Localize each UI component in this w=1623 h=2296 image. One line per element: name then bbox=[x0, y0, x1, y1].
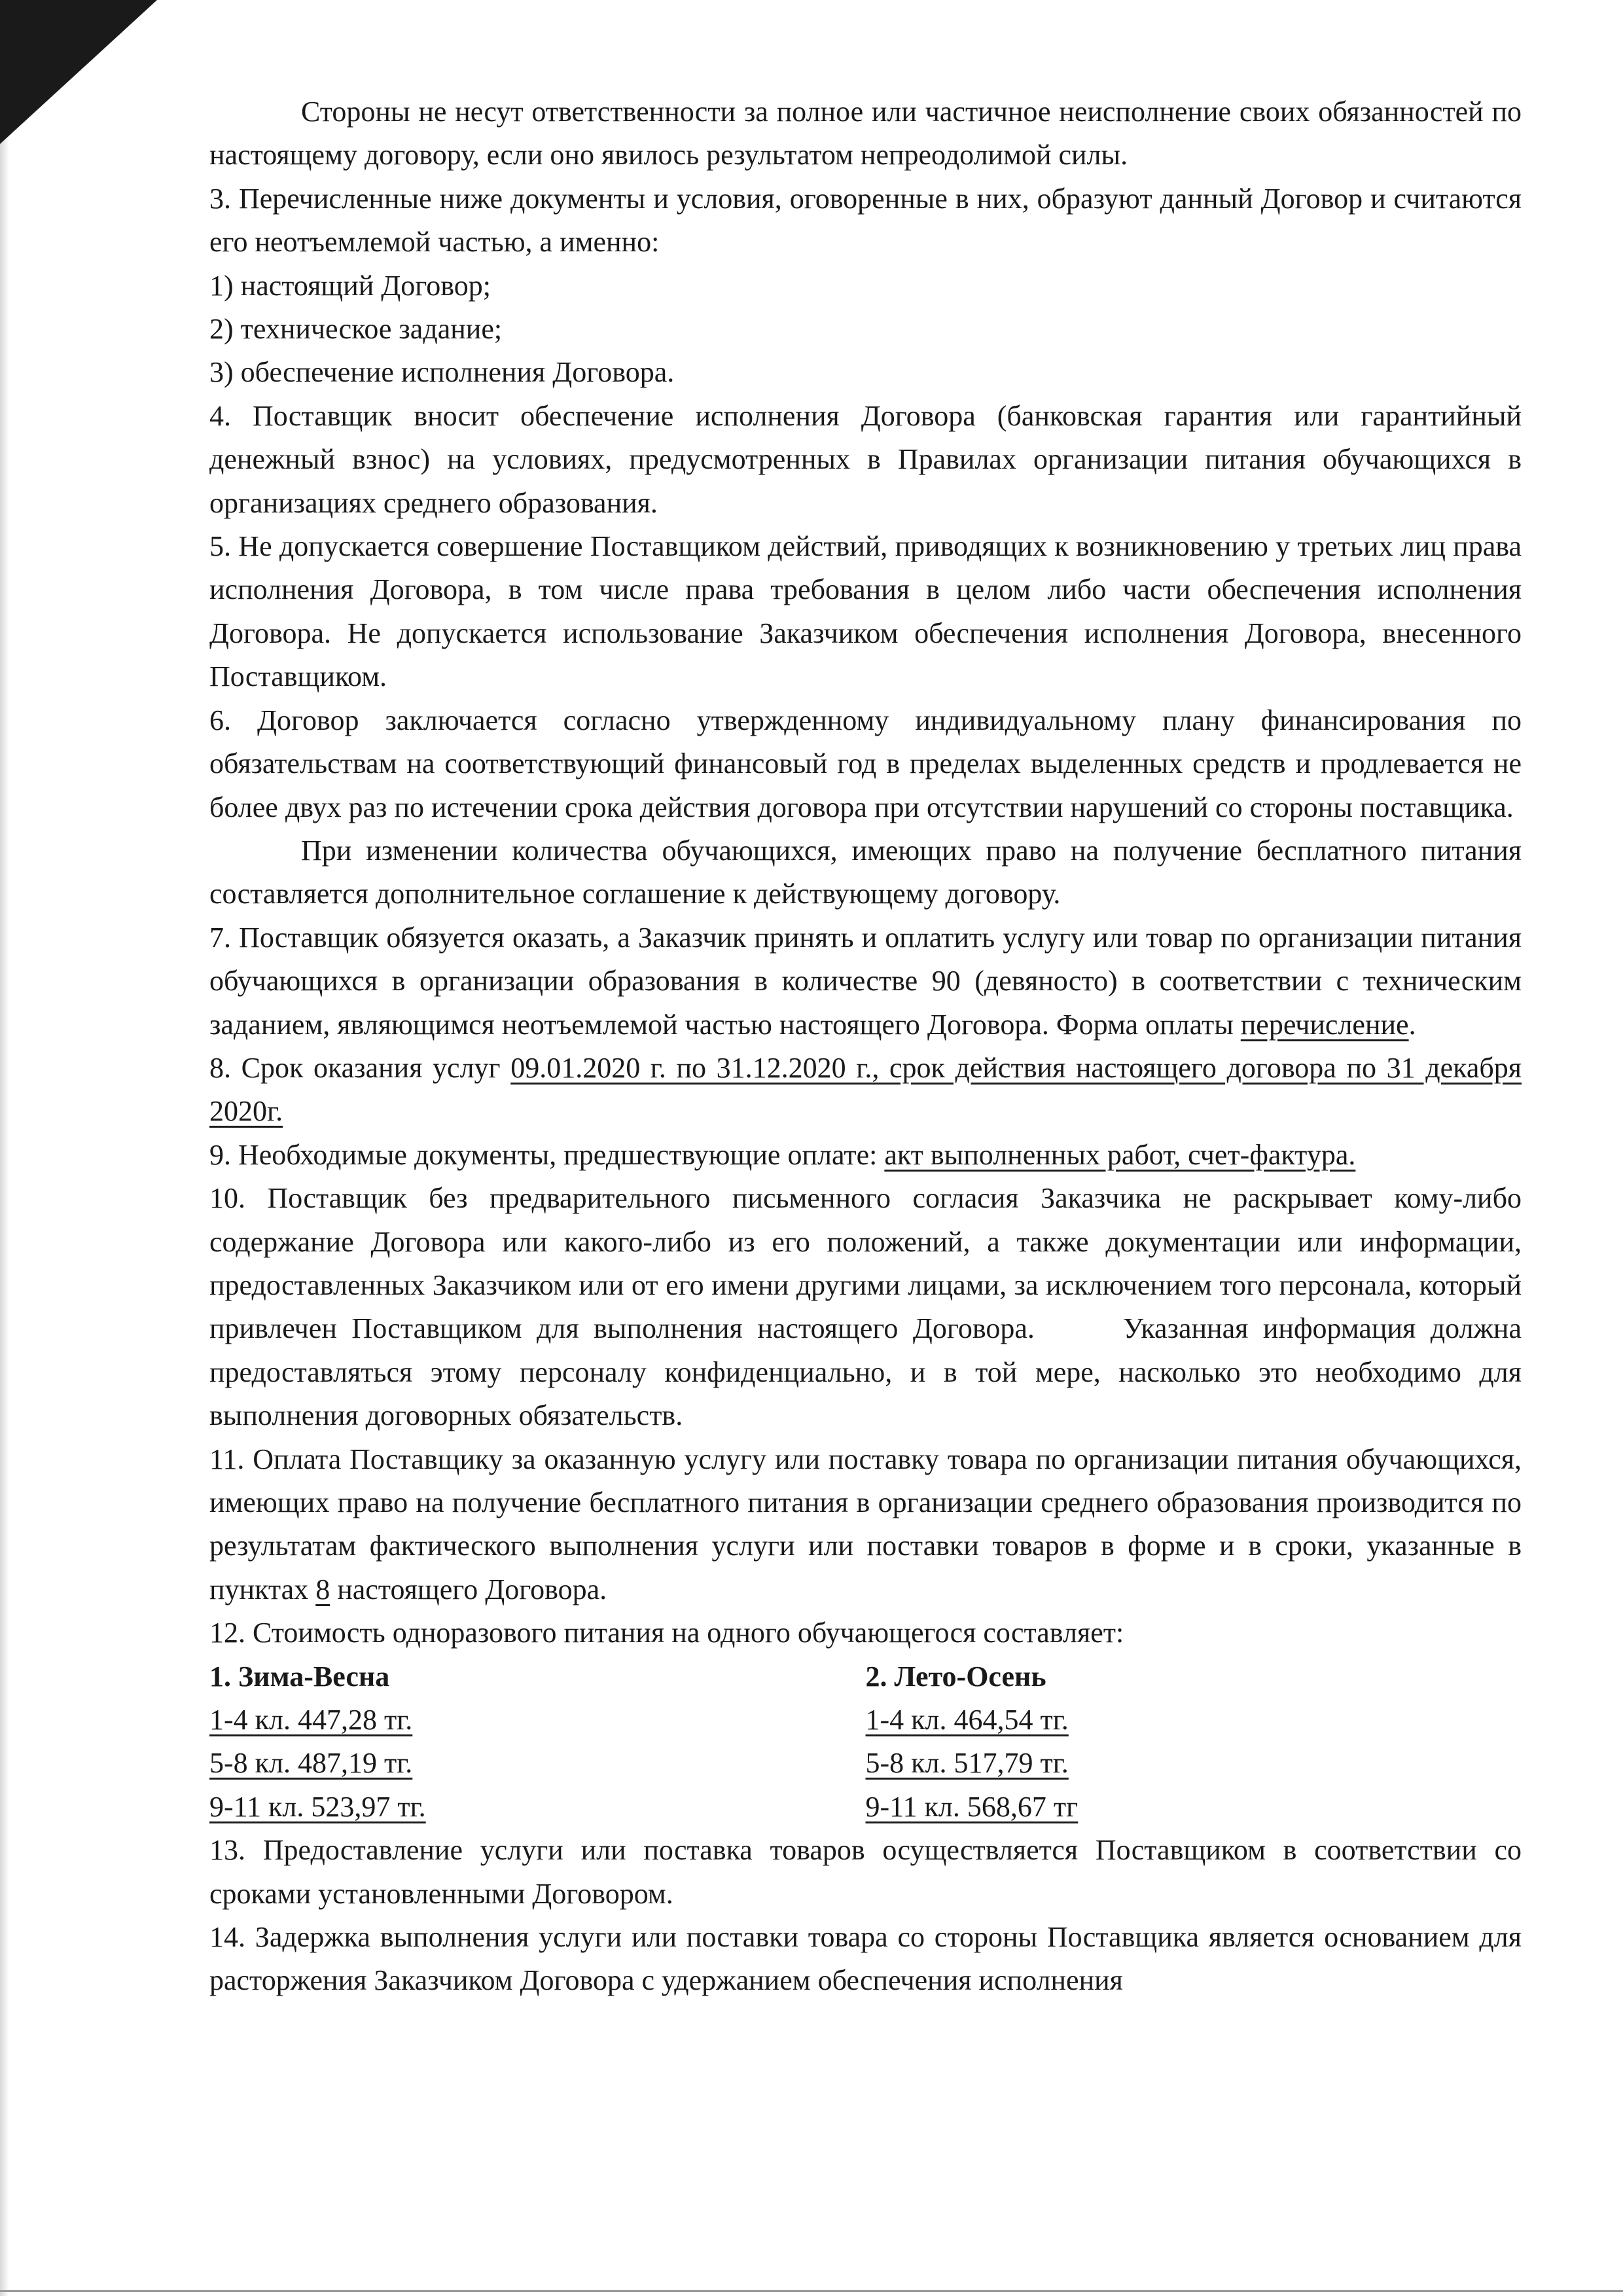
clause-13: 13. Предоставление услуги или поставка товаров осуществляется Поставщиком в соответствии со сроками установленными Договором. bbox=[209, 1834, 1522, 1910]
clause-9 bbox=[209, 1134, 1522, 1177]
service-period: 09.01.2020 г. по 31.12.2020 г., срок действия настоящего договора по 31 декабря 2020г. bbox=[209, 1051, 1522, 1128]
price-grade-1-4: 1-4 кл. 464,54 тг. bbox=[865, 1704, 1069, 1736]
clause-11-text: 11. Оплата Поставщику за оказанную услугу или поставку товара по организации питания обучающихся, имеющих право на получение бесплатного питания в организации среднего образования производится по результатам фактического выполнения услуги или поставки товаров в форме и в сроки, указанные в пунктах bbox=[209, 1443, 1522, 1605]
clause-reference: 8 bbox=[315, 1573, 330, 1605]
clause-3-item-2: 2) техническое задание; bbox=[209, 313, 503, 346]
clause-4: 4. Поставщик вносит обеспечение исполнения Договора (банковская гарантия или гарантийный денежный взнос) на условиях, предусмотренных в Правилах организации питания обучающихся в организациях среднего образования. bbox=[209, 399, 1522, 519]
price-grade-1-4: 1-4 кл. 447,28 тг. bbox=[209, 1704, 413, 1736]
required-documents: акт выполненных работ, счет-фактура. bbox=[884, 1138, 1356, 1171]
scan-folded-corner bbox=[0, 0, 157, 144]
season-title: 2. Лето-Осень bbox=[865, 1660, 1046, 1693]
clause-8 bbox=[209, 1047, 1522, 1134]
price-grade-9-11: 9-11 кл. 568,67 тг bbox=[865, 1790, 1079, 1823]
scan-edge-shadow bbox=[0, 0, 9, 2296]
clause-10: 10. Поставщик без предварительного письменного согласия Заказчика не раскрывает кому-либо содержание Договора или какого-либо из его положений, а также документации или информации, предоставленных Заказчиком или от его имени другими лицами, за исключением того персонала, который привлечен Поставщиком для выполнения настоящего Договора. Указанная информация должна предоставляться этому персоналу конфиденциально, и в той мере, насколько это необходимо для выполнения договорных обязательств. bbox=[209, 1182, 1529, 1432]
clause-7 bbox=[209, 916, 1522, 1047]
clause-7-end: . bbox=[1408, 1008, 1416, 1041]
price-grade-5-8: 5-8 кл. 517,79 тг. bbox=[865, 1747, 1069, 1780]
clause-3-item-1: 1) настоящий Договор; bbox=[209, 269, 491, 302]
clause-8-text: 8. Срок оказания услуг bbox=[209, 1051, 511, 1084]
season-winter-spring bbox=[209, 1655, 866, 1829]
clause-12: 12. Стоимость одноразового питания на одного обучающегося составляет: bbox=[209, 1617, 1124, 1649]
clause-3-item-3: 3) обеспечение исполнения Договора. bbox=[209, 356, 675, 389]
clause-9-text: 9. Необходимые документы, предшествующие оплате: bbox=[209, 1138, 885, 1171]
clause-5: 5. Не допускается совершение Поставщиком действий, приводящих к возникновению у третьих лиц права исполнения Договора, в том числе права требования в целом либо части обеспечения исполнения Договора. Не допускается использование Заказчиком обеспечения исполнения Договора, внесенного Поставщиком. bbox=[209, 530, 1522, 693]
price-grade-9-11: 9-11 кл. 523,97 тг. bbox=[209, 1790, 426, 1823]
force-majeure-paragraph: Стороны не несут ответственности за полное или частичное неисполнение своих обязанностей по настоящему договору, если оно явилось результатом непреодолимой силы. bbox=[209, 96, 1522, 171]
price-grade-5-8: 5-8 кл. 487,19 тг. bbox=[209, 1747, 413, 1780]
payment-form: перечисление bbox=[1240, 1008, 1409, 1041]
clause-6-note: При изменении количества обучающихся, имеющих право на получение бесплатного питания составляется дополнительное соглашение к действующему договору. bbox=[209, 834, 1522, 910]
price-table bbox=[209, 1655, 1522, 1829]
clause-3: 3. Перечисленные ниже документы и условия, оговоренные в них, образуют данный Договор и считаются его неотъемлемой частью, а именно: bbox=[209, 182, 1522, 259]
clause-6: 6. Договор заключается согласно утвержденному индивидуальному плану финансирования по обязательствам на соответствующий финансовый год в пределах выделенных средств и продлевается не более двух раз по истечении срока действия договора при отсутствии нарушений со стороны поставщика. bbox=[209, 704, 1522, 823]
scan-bottom-edge bbox=[0, 2290, 1623, 2292]
clause-11-end: настоящего Договора. bbox=[330, 1573, 607, 1605]
contract-page bbox=[209, 90, 1529, 2003]
clause-7-text: 7. Поставщик обязуется оказать, а Заказчик принять и оплатить услугу или товар по организации питания обучающихся в организации образования в количестве 90 (девяносто) в соответствии с техническим заданием, являющимся неотъемлемой частью настоящего Договора. Форма оплаты bbox=[209, 921, 1522, 1041]
clause-11 bbox=[209, 1438, 1522, 1612]
season-summer-autumn bbox=[866, 1655, 1522, 1829]
clause-14: 14. Задержка выполнения услуги или поставки товара со стороны Поставщика является основанием для расторжения Заказчиком Договора с удержанием обеспечения исполнения bbox=[209, 1921, 1522, 1997]
season-title: 1. Зима-Весна bbox=[209, 1660, 390, 1693]
